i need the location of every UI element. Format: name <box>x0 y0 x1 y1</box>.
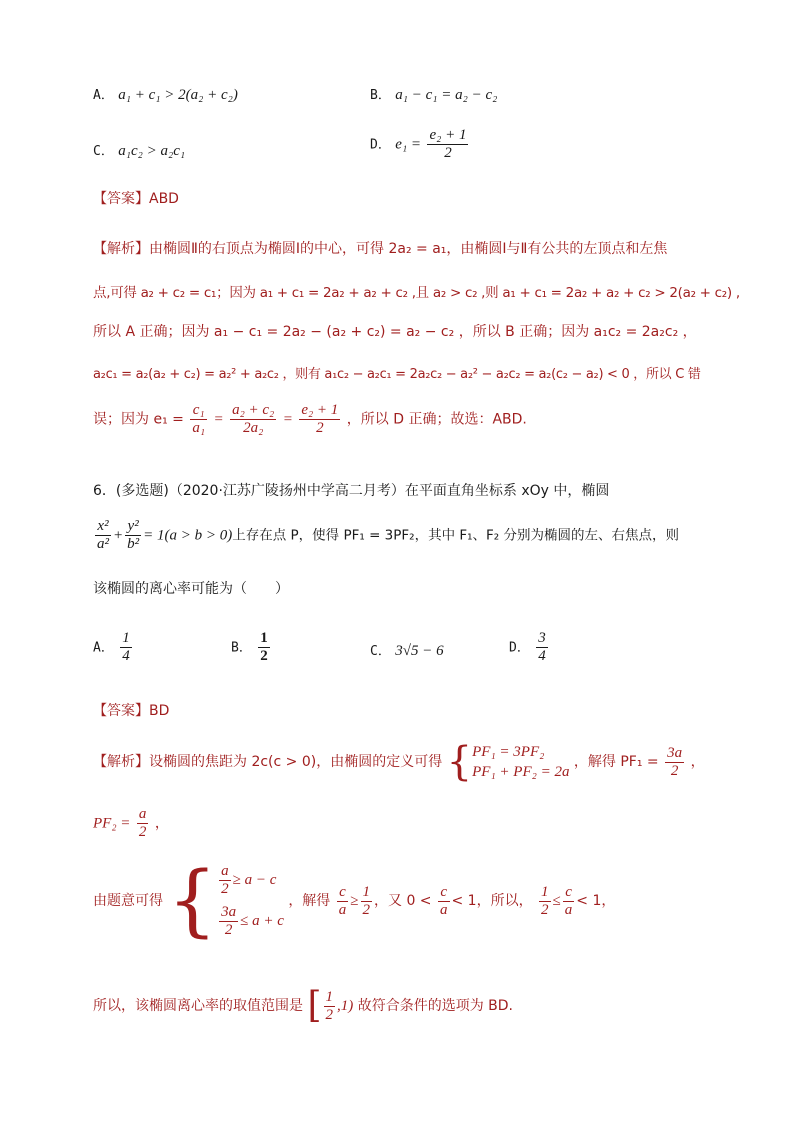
fraction: $\frac{\text{c₁}}{\text{a₁}}$ <box>192 402 206 436</box>
fraction: $\frac{1}{2}$ <box>325 988 333 1023</box>
q6-option-b: B． $\frac{1}{2}$ <box>231 630 268 664</box>
fraction: $\frac{1}{2}$ <box>362 883 370 918</box>
option-text: a₁ − c₁ = a₂ − c₂ <box>395 87 498 103</box>
analysis-tag: 【解析】 <box>93 241 149 257</box>
option-text: a₁c₂ > a₂c₁ <box>118 143 186 159</box>
q5-analysis-line4: a₂c₁ = a₂(a₂ + c₂) = a₂² + a₂c₂ ，则有 a₁c₂ − a₂c₁ = 2a₂c₂ − a₂² − a₂c₂ = a₂(c₂ − a₂) < 0 ，所以 C 错 <box>93 367 701 382</box>
q6-analysis-line4: 所以，该椭圆离心率的取值范围是 [ $\frac{1}{2}$ ,1) 故符合条件的选项为 BD. <box>93 985 513 1026</box>
equation-system: PF₁ = 3PF₂ PF₁ + PF₂ = 2a <box>472 744 570 780</box>
q6-option-c: C． 3√5 − 6 <box>370 643 444 659</box>
q5-answer <box>93 188 179 208</box>
fraction: $\frac{1}{4}$ <box>122 630 130 664</box>
fraction: $\frac{\text{a₂ + c₂}}{\text{2a₂}}$ <box>232 402 275 436</box>
q5-analysis-line3: 所以 A 正确；因为 a₁ − c₁ = 2a₂ − (a₂ + c₂) = a₂ − c₂ ，所以 B 正确；因为 a₁c₂ = 2a₂c₂ ， <box>93 324 697 340</box>
q5-option-a <box>93 84 238 104</box>
option-text: e₁ = <box>395 136 422 153</box>
fraction: $\frac{1}{2}$ <box>541 883 549 918</box>
fraction: $\frac{3}{4}$ <box>538 630 546 664</box>
q6-stem-line2: $\frac{\text{x²}}{\text{a²}}$ + $\frac{\text{y²}}{\text{b²}}$ = 1(a > b > 0)上存在点 P，使得 PF₁ = 3PF₂，其中 F₁、F₂ 分别为椭圆的左、右焦点，则 <box>97 518 680 552</box>
q6-option-d: D． $\frac{3}{4}$ <box>509 630 546 664</box>
fraction: $\frac{\text{x²}}{\text{a²}}$ <box>97 518 109 552</box>
fraction: $\frac{c}{a}$ <box>440 883 448 918</box>
option-label: A． <box>93 88 114 103</box>
q5-option-d <box>370 127 470 162</box>
q6-answer: 【答案】BD <box>93 703 170 719</box>
option-label: D． <box>370 137 391 153</box>
option-label: B． <box>370 88 391 103</box>
equation-system: $\frac{a}{2}$ ≥ a − c $\frac{3a}{2}$ ≤ a + c <box>221 863 284 938</box>
q6-analysis-line1: 【解析】设椭圆的焦距为 2c(c > 0)，由椭圆的定义可得 { PF₁ = 3PF₂ PF₁ + PF₂ = 2a ，解得 PF₁ = $\frac{3a}{2}$ ， <box>93 739 705 785</box>
option-label: C． <box>93 144 114 159</box>
q5-analysis-line5: 误；因为 e₁ = $\frac{\text{c₁}}{\text{a₁}}$ = $\frac{\text{a₂ + c₂}}{\text{2a₂}}$ = $\frac{\text{e₂ + 1}}{2}$ ，所以 D 正确；故选：ABD. <box>93 402 527 436</box>
fraction: $\frac{\text{e₂ + 1}}{2}$ <box>429 127 467 161</box>
q5-analysis-line2: 点,可得 a₂ + c₂ = c₁；因为 a₁ + c₁ = 2a₂ + a₂ + c₂ ,且 a₂ > c₂ ,则 a₁ + c₁ = 2a₂ + a₂ + c₂ > 2(a₂ + c₂) , <box>93 285 740 301</box>
q6-stem-line1: 6．(多选题)（2020·江苏广陵扬州中学高二月考）在平面直角坐标系 xOy 中，椭圆 <box>93 483 610 499</box>
q6-option-a: A． $\frac{1}{4}$ <box>93 630 130 664</box>
q5-option-c <box>93 140 185 160</box>
fraction: $\frac{\text{y²}}{\text{b²}}$ <box>127 518 140 552</box>
answer-tag: 【答案】 <box>93 191 149 207</box>
fraction: $\frac{c}{a}$ <box>564 883 573 918</box>
option-text: a₁ + c₁ > 2(a₂ + c₂) <box>118 87 238 103</box>
q6-stem-line3: 该椭圆的离心率可能为（ ） <box>93 581 289 597</box>
fraction: $\frac{c}{a}$ <box>338 883 347 918</box>
q6-analysis-line2: PF₂ = $\frac{a}{2}$ ， <box>93 806 169 840</box>
fraction: $\frac{a}{2}$ <box>138 806 147 840</box>
answer-value: ABD <box>149 191 179 207</box>
q5-analysis-line1: 【解析】由椭圆Ⅱ的右顶点为椭圆Ⅰ的中心，可得 2a₂ = a₁，由椭圆Ⅰ与Ⅱ有公共的左顶点和左焦 <box>93 241 668 257</box>
fraction: $\frac{1}{2}$ <box>260 630 268 664</box>
fraction: $\frac{\text{e₂ + 1}}{2}$ <box>301 402 339 436</box>
q5-option-b <box>370 84 497 104</box>
q6-analysis-line3: 由题意可得 { $\frac{a}{2}$ ≥ a − c $\frac{3a}{2}$ ≤ a + c ，解得 $\frac{c}{a}$ ≥ $\frac{1}{2}$ ，又 0 < $\frac{c}{a}$ < 1，所以， $\frac{1}{2}$ ≤ $\frac{c}{a}$ < 1， <box>93 856 616 946</box>
fraction: $\frac{3a}{2}$ <box>667 744 683 779</box>
